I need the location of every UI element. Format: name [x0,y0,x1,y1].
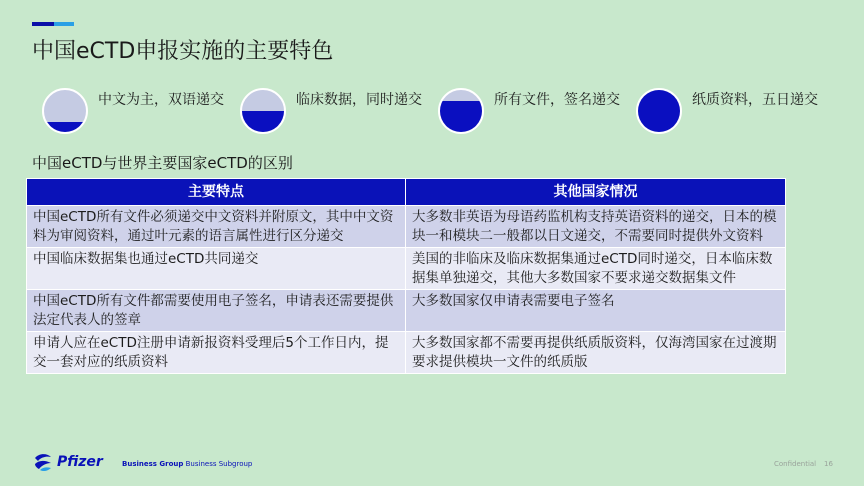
footer [32,450,842,474]
feature-item [438,88,628,136]
business-subgroup: Business Subgroup [185,460,253,468]
table-row [27,332,786,374]
accent-bar-dark [32,22,54,26]
table-row [27,206,786,248]
table-cell: 中国eCTD所有文件必须递交中文资料并附原文，其中中文资料为审阅资料，通过叶元素的语言属性进行区分递交 [27,206,406,248]
progress-circle-icon [636,88,682,134]
feature-label: 临床数据，同时递交 [296,92,422,108]
table-cell: 中国临床数据集也通过eCTD共同递交 [27,248,406,290]
accent-bar-light [54,22,74,26]
progress-circle-icon [240,88,286,134]
feature-item [636,88,826,136]
pfizer-logo [32,450,103,474]
progress-fill [440,101,482,133]
feature-label: 纸质资料，五日递交 [692,92,818,108]
progress-circle-icon [42,88,88,134]
logo-wordmark: Pfizer [57,454,103,470]
table-row [27,248,786,290]
business-group: Business Group [122,460,184,468]
business-group-label [122,460,252,468]
comparison-table [26,178,786,374]
table-cell: 大多数国家都不需要再提供纸质版资料，仅海湾国家在过渡期要求提供模块一文件的纸质版 [406,332,786,374]
feature-item [42,88,232,136]
feature-item [240,88,430,136]
progress-fill [44,122,86,133]
pfizer-helix-icon [32,451,54,473]
table-cell: 中国eCTD所有文件都需要使用电子签名，申请表还需要提供法定代表人的签章 [27,290,406,332]
page-title: 中国eCTD申报实施的主要特色 [32,39,334,64]
progress-circle-icon [438,88,484,134]
page-number: 16 [824,460,833,468]
feature-label: 所有文件，签名递交 [494,92,620,108]
feature-label: 中文为主，双语递交 [98,92,224,108]
column-header: 其他国家情况 [406,179,786,206]
confidential-label: Confidential [774,460,817,468]
section-title: 中国eCTD与世界主要国家eCTD的区别 [32,154,293,172]
column-header: 主要特点 [27,179,406,206]
feature-list [42,88,832,136]
table-cell: 大多数非英语为母语药监机构支持英语资料的递交，日本的模块一和模块二一般都以日文递交，不需要同时提供外文资料 [406,206,786,248]
progress-fill [242,111,284,132]
table-header-row [27,179,786,206]
title-accent-bar [32,22,74,26]
table-cell: 美国的非临床及临床数据集通过eCTD同时递交，日本临床数据集单独递交，其他大多数国家不要求递交数据集文件 [406,248,786,290]
table-cell: 大多数国家仅申请表需要电子签名 [406,290,786,332]
progress-fill [638,90,680,132]
table-cell: 申请人应在eCTD注册申请新报资料受理后5个工作日内，提交一套对应的纸质资料 [27,332,406,374]
table-row [27,290,786,332]
